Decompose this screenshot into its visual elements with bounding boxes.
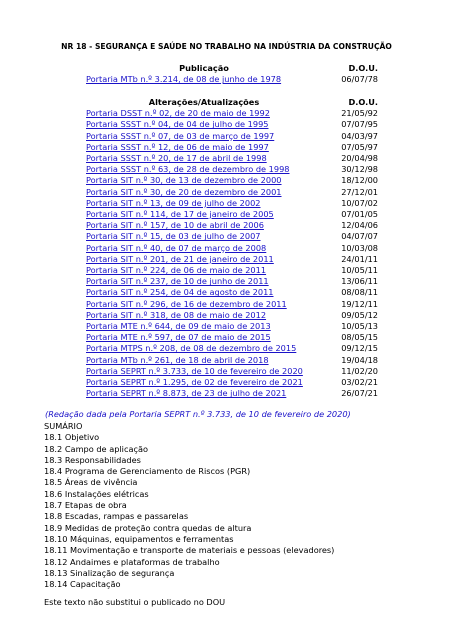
amendment-cell bbox=[86, 164, 322, 175]
amendment-link[interactable]: Portaria SIT n.º 13, de 09 de julho de 2002 bbox=[86, 197, 261, 208]
amendment-note: (Redação dada pela Portaria SEPRT n.º 3.733, de 10 de fevereiro de 2020) bbox=[45, 409, 351, 419]
amendment-cell bbox=[86, 276, 322, 287]
document-title: NR 18 - SEGURANÇA E SAÚDE NO TRABALHO NA INDÚSTRIA DA CONSTRUÇÃO bbox=[61, 42, 392, 51]
amendment-row bbox=[86, 276, 378, 287]
amendment-date: 04/03/97 bbox=[341, 130, 378, 141]
amendment-date: 10/05/11 bbox=[341, 265, 378, 276]
summary-item: 18.1 Objetivo bbox=[44, 432, 100, 443]
publication-date: 06/07/78 bbox=[341, 74, 378, 85]
amendment-row bbox=[86, 153, 378, 164]
amendment-link[interactable]: Portaria MTb n.º 261, de 18 de abril de 2018 bbox=[86, 354, 269, 365]
amendment-cell bbox=[86, 142, 322, 153]
summary-item: 18.12 Andaimes e plataformas de trabalho bbox=[44, 556, 220, 567]
amendment-cell bbox=[86, 243, 322, 254]
amendment-row bbox=[86, 198, 378, 209]
amendment-cell bbox=[86, 332, 322, 343]
amendments-header bbox=[86, 97, 378, 108]
amendment-cell bbox=[86, 220, 322, 231]
amendment-date: 18/12/00 bbox=[341, 175, 378, 186]
amendment-date: 27/12/01 bbox=[341, 186, 378, 197]
amendment-link[interactable]: Portaria SIT n.º 30, de 13 de dezembro de 2000 bbox=[86, 175, 282, 186]
amendment-row bbox=[86, 131, 378, 142]
amendment-row bbox=[86, 366, 378, 377]
summary-item: 18.9 Medidas de proteção contra quedas de altura bbox=[44, 522, 252, 533]
amendment-row bbox=[86, 343, 378, 354]
amendment-link[interactable]: Portaria MTE n.º 597, de 07 de maio de 2015 bbox=[86, 332, 271, 343]
amendment-row bbox=[86, 265, 378, 276]
publication-header-dou: D.O.U. bbox=[348, 63, 378, 73]
amendment-date: 07/01/05 bbox=[341, 209, 378, 220]
summary-item: 18.5 Áreas de vivência bbox=[44, 477, 138, 488]
amendment-row bbox=[86, 377, 378, 388]
amendment-row bbox=[86, 299, 378, 310]
amendment-link[interactable]: Portaria SSST n.º 04, de 04 de julho de 1995 bbox=[86, 119, 269, 130]
amendment-date: 19/12/11 bbox=[341, 298, 378, 309]
amendment-link[interactable]: Portaria SSST n.º 63, de 28 de dezembro de 1998 bbox=[86, 164, 290, 175]
amendment-date: 12/04/06 bbox=[341, 220, 378, 231]
publication-table bbox=[86, 63, 378, 85]
amendment-link[interactable]: Portaria SIT n.º 114, de 17 de janeiro de 2005 bbox=[86, 209, 274, 220]
amendment-date: 04/07/07 bbox=[341, 231, 378, 242]
amendment-row bbox=[86, 164, 378, 175]
amendment-row bbox=[86, 287, 378, 298]
amendment-cell bbox=[86, 131, 322, 142]
amendment-link[interactable]: Portaria SIT n.º 157, de 10 de abril de 2006 bbox=[86, 220, 264, 231]
amendment-link[interactable]: Portaria SSST n.º 12, de 06 de maio de 1997 bbox=[86, 141, 269, 152]
amendment-cell bbox=[86, 343, 322, 354]
amendment-link[interactable]: Portaria SIT n.º 201, de 21 de janeiro de 2011 bbox=[86, 253, 274, 264]
amendment-cell bbox=[86, 287, 322, 298]
amendment-date: 10/07/02 bbox=[341, 197, 378, 208]
amendment-link[interactable]: Portaria SEPRT n.º 3.733, de 10 de fevereiro de 2020 bbox=[86, 365, 303, 376]
amendment-date: 13/06/11 bbox=[341, 276, 378, 287]
summary-list bbox=[44, 432, 334, 590]
amendment-cell bbox=[86, 310, 322, 321]
amendment-link[interactable]: Portaria SSST n.º 07, de 03 de março de 1997 bbox=[86, 130, 275, 141]
amendment-link[interactable]: Portaria SIT n.º 318, de 08 de maio de 2012 bbox=[86, 309, 267, 320]
amendment-row bbox=[86, 321, 378, 332]
amendment-date: 20/04/98 bbox=[341, 153, 378, 164]
amendment-link[interactable]: Portaria SIT n.º 30, de 20 de dezembro de 2001 bbox=[86, 186, 282, 197]
summary-item: 18.10 Máquinas, equipamentos e ferramentas bbox=[44, 533, 234, 544]
amendment-date: 24/01/11 bbox=[341, 253, 378, 264]
summary-item: 18.3 Responsabilidades bbox=[44, 454, 141, 465]
amendment-link[interactable]: Portaria SIT n.º 15, de 03 de julho de 2007 bbox=[86, 231, 261, 242]
amendment-cell bbox=[86, 209, 322, 220]
amendment-row bbox=[86, 175, 378, 186]
amendment-link[interactable]: Portaria MTPS n.º 208, de 08 de dezembro de 2015 bbox=[86, 343, 297, 354]
amendment-row bbox=[86, 119, 378, 130]
publication-header bbox=[86, 63, 378, 74]
amendment-cell bbox=[86, 355, 322, 366]
amendment-date: 08/08/11 bbox=[341, 287, 378, 298]
summary-item: 18.8 Escadas, rampas e passarelas bbox=[44, 511, 189, 522]
amendment-date: 07/07/95 bbox=[341, 119, 378, 130]
summary-item: 18.2 Campo de aplicação bbox=[44, 443, 148, 454]
publication-link[interactable]: Portaria MTb n.º 3.214, de 08 de junho de 1978 bbox=[86, 74, 282, 85]
amendment-cell bbox=[86, 119, 322, 130]
amendment-link[interactable]: Portaria SSST n.º 20, de 17 de abril de 1998 bbox=[86, 153, 267, 164]
footer-disclaimer: Este texto não substitui o publicado no DOU bbox=[44, 597, 226, 607]
amendment-link[interactable]: Portaria SEPRT n.º 8.873, de 23 de julho de 2021 bbox=[86, 388, 287, 399]
amendment-cell bbox=[86, 321, 322, 332]
amendment-link[interactable]: Portaria SEPRT n.º 1.295, de 02 de fevereiro de 2021 bbox=[86, 377, 303, 388]
summary-item: 18.11 Movimentação e transporte de materiais e pessoas (elevadores) bbox=[44, 545, 335, 556]
summary-item: 18.7 Etapas de obra bbox=[44, 500, 127, 511]
amendment-cell bbox=[86, 198, 322, 209]
amendment-cell bbox=[86, 175, 322, 186]
amendment-date: 11/02/20 bbox=[341, 365, 378, 376]
amendment-row bbox=[86, 332, 378, 343]
amendment-cell bbox=[86, 366, 322, 377]
amendment-cell bbox=[86, 231, 322, 242]
summary-item: 18.4 Programa de Gerenciamento de Riscos (PGR) bbox=[44, 466, 251, 477]
amendment-row bbox=[86, 187, 378, 198]
amendments-header-label: Alterações/Atualizações bbox=[148, 97, 260, 107]
amendment-link[interactable]: Portaria SIT n.º 237, de 10 de junho de 2011 bbox=[86, 276, 269, 287]
amendment-date: 30/12/98 bbox=[341, 164, 378, 175]
amendment-row bbox=[86, 220, 378, 231]
amendment-row bbox=[86, 209, 378, 220]
amendments-header-dou: D.O.U. bbox=[348, 97, 378, 107]
amendment-row bbox=[86, 388, 378, 399]
amendment-cell bbox=[86, 108, 322, 119]
summary-section bbox=[44, 421, 334, 590]
amendment-date: 07/05/97 bbox=[341, 141, 378, 152]
amendment-link[interactable]: Portaria SIT n.º 254, de 04 de agosto de 2011 bbox=[86, 287, 274, 298]
publication-row bbox=[86, 74, 378, 85]
amendments-table bbox=[86, 97, 378, 399]
amendment-cell bbox=[86, 299, 322, 310]
amendment-row bbox=[86, 108, 378, 119]
amendment-link[interactable]: Portaria SIT n.º 224, de 06 de maio de 2011 bbox=[86, 265, 267, 276]
amendment-cell bbox=[86, 388, 322, 399]
summary-item: 18.14 Capacitação bbox=[44, 579, 121, 590]
publication-header-label: Publicação bbox=[179, 63, 229, 73]
summary-item: 18.6 Instalações elétricas bbox=[44, 488, 149, 499]
amendment-date: 10/03/08 bbox=[341, 242, 378, 253]
amendment-link[interactable]: Portaria DSST n.º 02, de 20 de maio de 1992 bbox=[86, 108, 270, 119]
amendment-date: 21/05/92 bbox=[341, 108, 378, 119]
amendment-date: 08/05/15 bbox=[341, 332, 378, 343]
amendment-date: 10/05/13 bbox=[341, 321, 378, 332]
amendment-row bbox=[86, 142, 378, 153]
amendment-cell bbox=[86, 187, 322, 198]
amendment-row bbox=[86, 254, 378, 265]
amendment-cell bbox=[86, 377, 322, 388]
amendment-cell bbox=[86, 153, 322, 164]
amendment-cell bbox=[86, 265, 322, 276]
amendment-row bbox=[86, 355, 378, 366]
amendment-date: 09/05/12 bbox=[341, 309, 378, 320]
amendment-cell bbox=[86, 254, 322, 265]
amendment-row bbox=[86, 310, 378, 321]
summary-heading: SUMÁRIO bbox=[44, 421, 83, 431]
amendment-date: 26/07/21 bbox=[341, 388, 378, 399]
amendment-date: 19/04/18 bbox=[341, 354, 378, 365]
amendment-date: 03/02/21 bbox=[341, 377, 378, 388]
amendment-link[interactable]: Portaria MTE n.º 644, de 09 de maio de 2013 bbox=[86, 321, 271, 332]
amendment-row bbox=[86, 243, 378, 254]
summary-item: 18.13 Sinalização de segurança bbox=[44, 567, 175, 578]
amendment-link[interactable]: Portaria SIT n.º 296, de 16 de dezembro de 2011 bbox=[86, 298, 287, 309]
amendment-row bbox=[86, 231, 378, 242]
amendment-link[interactable]: Portaria SIT n.º 40, de 07 de março de 2008 bbox=[86, 242, 267, 253]
amendment-date: 09/12/15 bbox=[341, 343, 378, 354]
publication-cell bbox=[86, 74, 322, 85]
